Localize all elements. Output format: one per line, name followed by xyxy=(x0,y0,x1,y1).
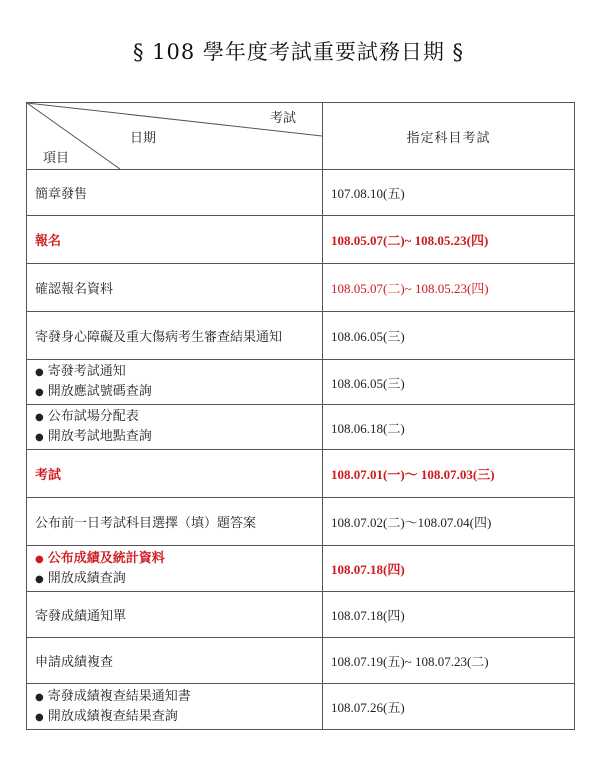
date-cell: 108.07.19(五)~ 108.07.23(二) xyxy=(323,638,575,684)
header-exam-label: 考試 xyxy=(269,111,296,126)
item-cell xyxy=(27,360,323,405)
bullet-item: ● 開放成績複查結果查詢 xyxy=(35,707,314,727)
bullet-item: ● 開放成績查詢 xyxy=(35,569,314,589)
table-row xyxy=(27,312,575,360)
table-row xyxy=(27,170,575,216)
item-cell xyxy=(27,638,323,684)
table-row xyxy=(27,684,575,730)
item-text: 報名 xyxy=(35,234,62,249)
date-cell: 108.07.18(四) xyxy=(323,546,575,592)
table-row xyxy=(27,638,575,684)
item-cell xyxy=(27,498,323,546)
item-cell xyxy=(27,546,323,592)
item-cell xyxy=(27,450,323,498)
bullet-item: ● 寄發考試通知 xyxy=(35,362,314,382)
schedule-table xyxy=(26,102,575,730)
item-cell xyxy=(27,264,323,312)
item-cell xyxy=(27,216,323,264)
header-date-label: 日期 xyxy=(130,131,157,146)
date-cell: 108.05.07(二)~ 108.05.23(四) xyxy=(323,264,575,312)
table-row xyxy=(27,216,575,264)
item-cell xyxy=(27,684,323,730)
bullet-item: ● 寄發成績複查結果通知書 xyxy=(35,687,314,707)
table-row xyxy=(27,264,575,312)
bullet-item: ● 開放應試號碼查詢 xyxy=(35,382,314,402)
item-text: 公布前一日考試科目選擇（填）題答案 xyxy=(35,516,257,531)
item-cell xyxy=(27,170,323,216)
date-cell: 108.07.26(五) xyxy=(323,684,575,730)
item-text: 寄發成績通知單 xyxy=(35,609,127,624)
item-text: 申請成績複查 xyxy=(35,655,114,670)
item-cell xyxy=(27,405,323,450)
date-cell: 108.06.05(三) xyxy=(323,360,575,405)
item-text: 考試 xyxy=(35,468,62,483)
date-cell: 107.08.10(五) xyxy=(323,170,575,216)
page-title: § 108 學年度考試重要試務日期 § xyxy=(132,40,465,64)
table-header-row xyxy=(27,103,575,170)
item-text: 確認報名資料 xyxy=(35,282,114,297)
date-cell: 108.06.18(二) xyxy=(323,405,575,450)
header-item-label: 項目 xyxy=(43,151,70,166)
diagonal-header-cell xyxy=(27,103,323,170)
table-row xyxy=(27,592,575,638)
table-row xyxy=(27,546,575,592)
bullet-item: ● 開放考試地點查詢 xyxy=(35,427,314,447)
date-cell: 108.07.01(一)～ 108.07.03(三) xyxy=(323,450,575,498)
bullet-item: ● 公布成績及統計資料 xyxy=(35,549,314,569)
bullet-item: ● 公布試場分配表 xyxy=(35,407,314,427)
item-text: 寄發身心障礙及重大傷病考生審查結果通知 xyxy=(35,330,283,345)
table-row xyxy=(27,360,575,405)
item-cell xyxy=(27,592,323,638)
header-subject: 指定科目考試 xyxy=(323,103,575,170)
date-cell: 108.07.02(二)〜108.07.04(四) xyxy=(323,498,575,546)
date-cell: 108.05.07(二)~ 108.05.23(四) xyxy=(323,216,575,264)
item-text: 簡章發售 xyxy=(35,187,88,202)
table-row xyxy=(27,498,575,546)
date-cell: 108.07.18(四) xyxy=(323,592,575,638)
table-row xyxy=(27,450,575,498)
date-cell: 108.06.05(三) xyxy=(323,312,575,360)
table-row xyxy=(27,405,575,450)
item-cell xyxy=(27,312,323,360)
